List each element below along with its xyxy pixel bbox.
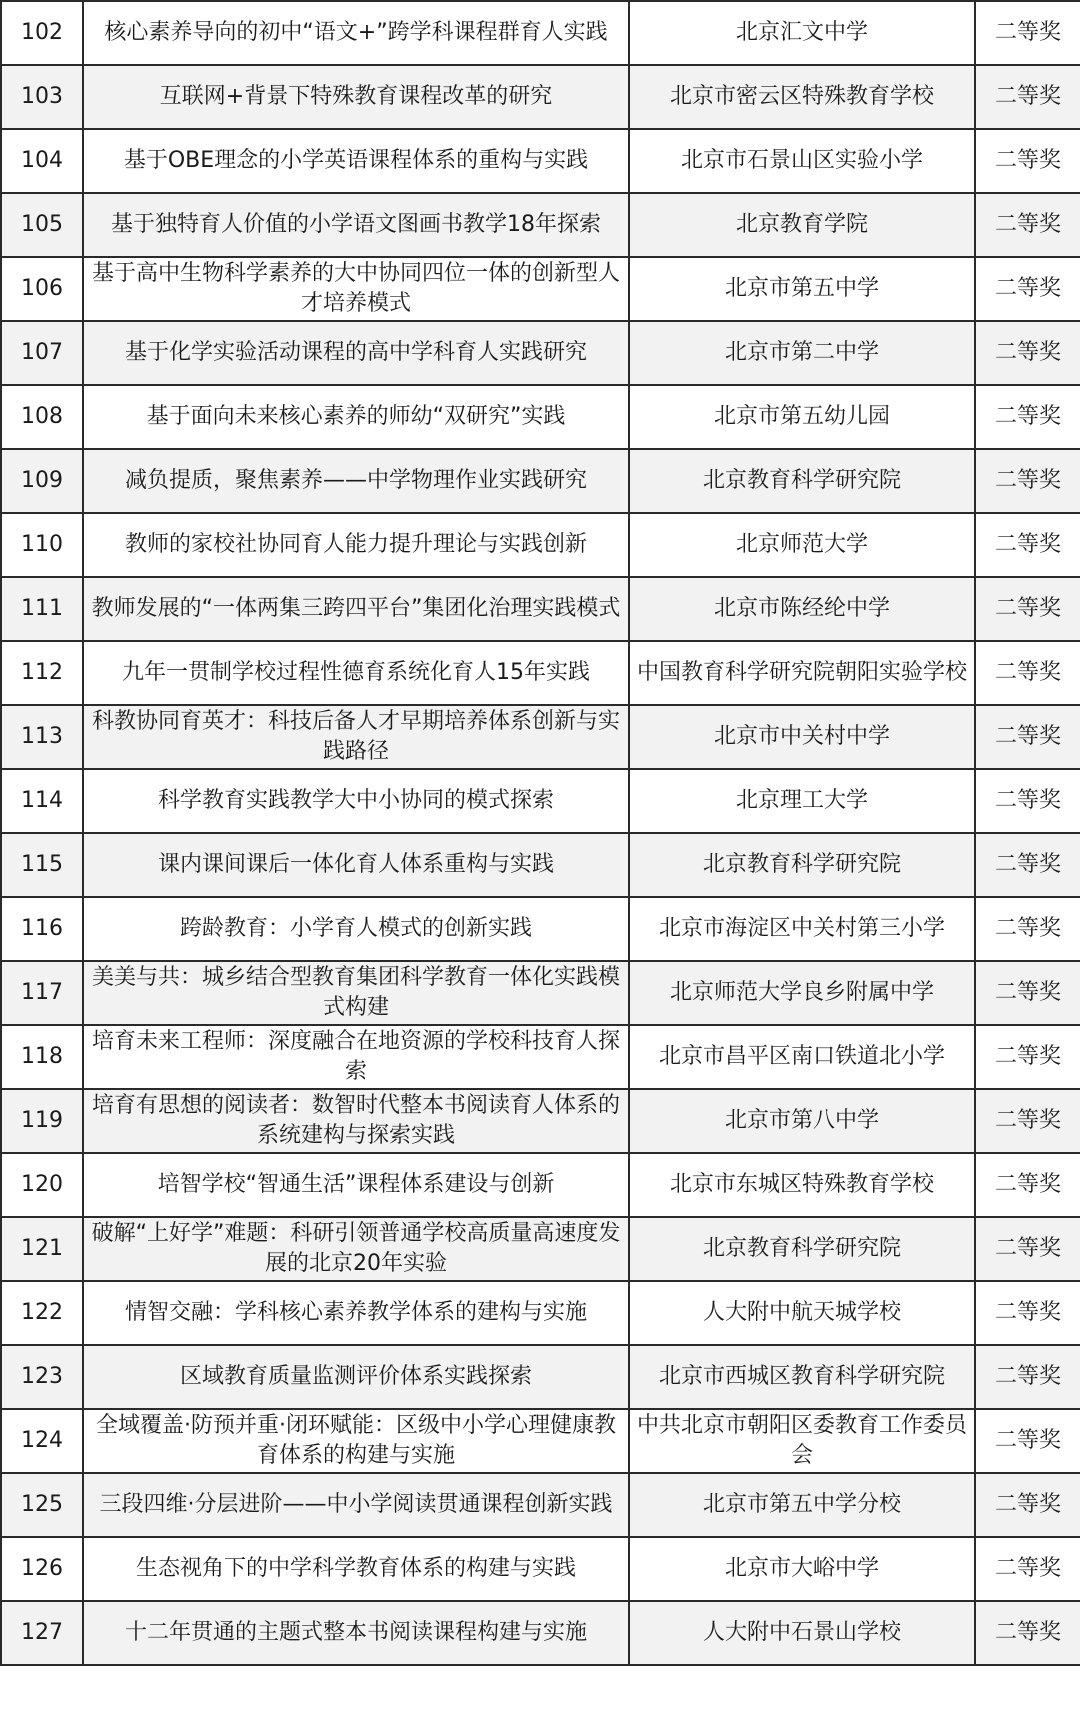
- cell-number: 112: [1, 641, 83, 705]
- cell-project-title: 区域教育质量监测评价体系实践探索: [83, 1345, 629, 1409]
- cell-institution: 北京市第五中学分校: [629, 1473, 975, 1537]
- cell-award-level: 二等奖: [975, 385, 1080, 449]
- table-row: [1, 1345, 1080, 1409]
- cell-number: 103: [1, 65, 83, 129]
- cell-award-level: 二等奖: [975, 1601, 1080, 1665]
- cell-project-title: 教师发展的“一体两集三跨四平台”集团化治理实践模式: [83, 577, 629, 641]
- cell-number: 126: [1, 1537, 83, 1601]
- cell-project-title: 三段四维·分层进阶——中小学阅读贯通课程创新实践: [83, 1473, 629, 1537]
- table-row: [1, 513, 1080, 577]
- cell-number: 115: [1, 833, 83, 897]
- cell-institution: 人大附中航天城学校: [629, 1281, 975, 1345]
- cell-award-level: 二等奖: [975, 1409, 1080, 1473]
- cell-award-level: 二等奖: [975, 705, 1080, 769]
- cell-number: 114: [1, 769, 83, 833]
- cell-number: 122: [1, 1281, 83, 1345]
- cell-project-title: 基于OBE理念的小学英语课程体系的重构与实践: [83, 129, 629, 193]
- cell-award-level: 二等奖: [975, 1, 1080, 65]
- table-row: [1, 385, 1080, 449]
- table-row: [1, 1025, 1080, 1089]
- cell-institution: 北京市第五幼儿园: [629, 385, 975, 449]
- cell-number: 107: [1, 321, 83, 385]
- cell-project-title: 基于化学实验活动课程的高中学科育人实践研究: [83, 321, 629, 385]
- cell-number: 108: [1, 385, 83, 449]
- cell-number: 118: [1, 1025, 83, 1089]
- cell-award-level: 二等奖: [975, 1345, 1080, 1409]
- cell-project-title: 全域覆盖·防预并重·闭环赋能：区级中小学心理健康教育体系的构建与实施: [83, 1409, 629, 1473]
- table-row: [1, 321, 1080, 385]
- cell-project-title: 情智交融：学科核心素养教学体系的建构与实施: [83, 1281, 629, 1345]
- cell-award-level: 二等奖: [975, 769, 1080, 833]
- cell-number: 104: [1, 129, 83, 193]
- cell-institution: 中国教育科学研究院朝阳实验学校: [629, 641, 975, 705]
- cell-award-level: 二等奖: [975, 193, 1080, 257]
- cell-institution: 北京教育科学研究院: [629, 833, 975, 897]
- cell-award-level: 二等奖: [975, 833, 1080, 897]
- cell-institution: 北京市大峪中学: [629, 1537, 975, 1601]
- cell-award-level: 二等奖: [975, 1537, 1080, 1601]
- cell-institution: 北京教育科学研究院: [629, 449, 975, 513]
- cell-number: 123: [1, 1345, 83, 1409]
- table-row: [1, 65, 1080, 129]
- table-row: [1, 961, 1080, 1025]
- table-row: [1, 193, 1080, 257]
- table-row: [1, 1281, 1080, 1345]
- cell-project-title: 科教协同育英才：科技后备人才早期培养体系创新与实践路径: [83, 705, 629, 769]
- cell-project-title: 减负提质，聚焦素养——中学物理作业实践研究: [83, 449, 629, 513]
- cell-number: 105: [1, 193, 83, 257]
- awards-table-body: [1, 1, 1080, 1665]
- cell-institution: 北京市西城区教育科学研究院: [629, 1345, 975, 1409]
- table-row: [1, 897, 1080, 961]
- cell-number: 113: [1, 705, 83, 769]
- cell-institution: 北京市海淀区中关村第三小学: [629, 897, 975, 961]
- cell-project-title: 生态视角下的中学科学教育体系的构建与实践: [83, 1537, 629, 1601]
- cell-institution: 北京汇文中学: [629, 1, 975, 65]
- cell-number: 109: [1, 449, 83, 513]
- cell-institution: 北京师范大学: [629, 513, 975, 577]
- cell-project-title: 九年一贯制学校过程性德育系统化育人15年实践: [83, 641, 629, 705]
- table-row: [1, 129, 1080, 193]
- cell-number: 102: [1, 1, 83, 65]
- cell-project-title: 跨龄教育：小学育人模式的创新实践: [83, 897, 629, 961]
- cell-award-level: 二等奖: [975, 961, 1080, 1025]
- cell-institution: 北京教育科学研究院: [629, 1217, 975, 1281]
- table-row: [1, 641, 1080, 705]
- cell-project-title: 培智学校“智通生活”课程体系建设与创新: [83, 1153, 629, 1217]
- cell-project-title: 基于面向未来核心素养的师幼“双研究”实践: [83, 385, 629, 449]
- cell-project-title: 科学教育实践教学大中小协同的模式探索: [83, 769, 629, 833]
- cell-project-title: 培育有思想的阅读者：数智时代整本书阅读育人体系的系统建构与探索实践: [83, 1089, 629, 1153]
- cell-award-level: 二等奖: [975, 897, 1080, 961]
- table-row: [1, 1217, 1080, 1281]
- cell-award-level: 二等奖: [975, 1217, 1080, 1281]
- cell-award-level: 二等奖: [975, 129, 1080, 193]
- cell-number: 121: [1, 1217, 83, 1281]
- cell-project-title: 核心素养导向的初中“语文+”跨学科课程群育人实践: [83, 1, 629, 65]
- cell-number: 117: [1, 961, 83, 1025]
- cell-project-title: 十二年贯通的主题式整本书阅读课程构建与实施: [83, 1601, 629, 1665]
- table-row: [1, 449, 1080, 513]
- cell-award-level: 二等奖: [975, 1089, 1080, 1153]
- table-row: [1, 257, 1080, 321]
- cell-number: 119: [1, 1089, 83, 1153]
- cell-number: 106: [1, 257, 83, 321]
- cell-institution: 北京市第二中学: [629, 321, 975, 385]
- cell-number: 110: [1, 513, 83, 577]
- cell-project-title: 课内课间课后一体化育人体系重构与实践: [83, 833, 629, 897]
- cell-institution: 北京市昌平区南口铁道北小学: [629, 1025, 975, 1089]
- cell-institution: 北京市中关村中学: [629, 705, 975, 769]
- cell-award-level: 二等奖: [975, 449, 1080, 513]
- table-row: [1, 1, 1080, 65]
- cell-award-level: 二等奖: [975, 321, 1080, 385]
- table-row: [1, 1153, 1080, 1217]
- cell-institution: 人大附中石景山学校: [629, 1601, 975, 1665]
- cell-institution: 北京市密云区特殊教育学校: [629, 65, 975, 129]
- table-row: [1, 705, 1080, 769]
- cell-award-level: 二等奖: [975, 577, 1080, 641]
- cell-number: 125: [1, 1473, 83, 1537]
- table-row: [1, 1601, 1080, 1665]
- table-row: [1, 1473, 1080, 1537]
- cell-project-title: 培育未来工程师：深度融合在地资源的学校科技育人探索: [83, 1025, 629, 1089]
- cell-institution: 北京教育学院: [629, 193, 975, 257]
- cell-institution: 北京市第五中学: [629, 257, 975, 321]
- cell-institution: 北京市东城区特殊教育学校: [629, 1153, 975, 1217]
- cell-award-level: 二等奖: [975, 1025, 1080, 1089]
- cell-institution: 中共北京市朝阳区委教育工作委员会: [629, 1409, 975, 1473]
- cell-project-title: 教师的家校社协同育人能力提升理论与实践创新: [83, 513, 629, 577]
- table-row: [1, 1089, 1080, 1153]
- cell-award-level: 二等奖: [975, 1473, 1080, 1537]
- cell-institution: 北京市陈经纶中学: [629, 577, 975, 641]
- cell-award-level: 二等奖: [975, 1281, 1080, 1345]
- table-row: [1, 1537, 1080, 1601]
- table-row: [1, 833, 1080, 897]
- cell-award-level: 二等奖: [975, 513, 1080, 577]
- cell-number: 127: [1, 1601, 83, 1665]
- cell-award-level: 二等奖: [975, 65, 1080, 129]
- cell-institution: 北京市石景山区实验小学: [629, 129, 975, 193]
- cell-project-title: 基于独特育人价值的小学语文图画书教学18年探索: [83, 193, 629, 257]
- cell-project-title: 美美与共：城乡结合型教育集团科学教育一体化实践模式构建: [83, 961, 629, 1025]
- table-row: [1, 769, 1080, 833]
- cell-award-level: 二等奖: [975, 641, 1080, 705]
- cell-institution: 北京理工大学: [629, 769, 975, 833]
- cell-number: 120: [1, 1153, 83, 1217]
- cell-number: 111: [1, 577, 83, 641]
- cell-award-level: 二等奖: [975, 1153, 1080, 1217]
- cell-project-title: 互联网+背景下特殊教育课程改革的研究: [83, 65, 629, 129]
- cell-project-title: 破解“上好学”难题：科研引领普通学校高质量高速度发展的北京20年实验: [83, 1217, 629, 1281]
- cell-project-title: 基于高中生物科学素养的大中协同四位一体的创新型人才培养模式: [83, 257, 629, 321]
- table-row: [1, 577, 1080, 641]
- cell-institution: 北京市第八中学: [629, 1089, 975, 1153]
- table-row: [1, 1409, 1080, 1473]
- cell-institution: 北京师范大学良乡附属中学: [629, 961, 975, 1025]
- cell-number: 116: [1, 897, 83, 961]
- cell-award-level: 二等奖: [975, 257, 1080, 321]
- cell-number: 124: [1, 1409, 83, 1473]
